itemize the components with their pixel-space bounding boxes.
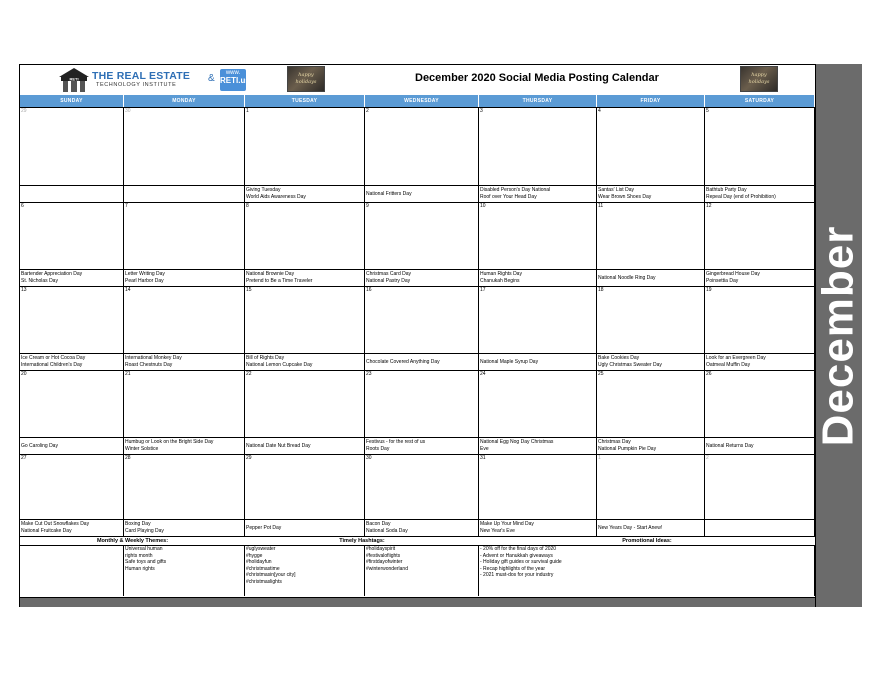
day-number: 20 (21, 371, 27, 377)
day-cell (124, 108, 245, 203)
day-events (598, 275, 656, 282)
happy-holidays-image-right: happy holidays (740, 66, 778, 92)
event-item: National Pumpkin Pie Day (598, 446, 657, 452)
month-label-container (815, 64, 862, 607)
day-cell (479, 108, 597, 203)
day-number: 2 (706, 455, 709, 461)
event-item: Santas' List Day (598, 187, 634, 193)
day-number: 11 (598, 203, 604, 209)
day-number: 26 (706, 371, 712, 377)
events-band-divider (365, 437, 478, 438)
day-number: 14 (125, 287, 131, 293)
day-events (598, 187, 651, 201)
event-item: Card Playing Day (125, 528, 164, 534)
event-item: Wear Brown Shoes Day (598, 194, 652, 200)
day-number: 1 (246, 108, 249, 114)
day-cell (597, 371, 705, 455)
events-band-divider (597, 353, 704, 354)
day-number: 8 (246, 203, 249, 209)
event-item: Bacon Day (366, 521, 391, 527)
event-item: National Returns Day (706, 443, 754, 449)
day-events (125, 439, 213, 453)
promo-item: - Holiday gift guides or survival guide (480, 559, 562, 565)
day-number: 4 (598, 108, 601, 114)
day-number: 5 (706, 108, 709, 114)
promo-heading: Promotional Ideas: (479, 537, 815, 546)
events-band-divider (124, 437, 244, 438)
reti-badge (220, 69, 250, 91)
event-item: Giving Tuesday (246, 187, 281, 193)
event-item: Make Up Your Mind Day (480, 521, 534, 527)
event-item: National Noodle Ring Day (598, 275, 656, 281)
hashtag-item: #winterwonderland (366, 565, 408, 572)
event-item: National Brownie Day (246, 271, 295, 277)
events-band-divider (479, 519, 596, 520)
day-header-friday: FRIDAY (597, 95, 705, 107)
event-item: Pretend to Be a Time Traveler (246, 278, 313, 284)
events-band-divider (124, 519, 244, 520)
day-events (246, 355, 312, 369)
day-number: 13 (21, 287, 27, 293)
events-band-divider (124, 269, 244, 270)
hashtags-heading: Timely Hashtags: (245, 537, 479, 546)
events-band-divider (597, 269, 704, 270)
event-item: National Fritters Day (366, 191, 412, 197)
event-item: Gingerbread House Day (706, 271, 760, 277)
day-cell (479, 455, 597, 537)
event-item: Winter Solstice (125, 446, 159, 452)
events-band-divider (365, 269, 478, 270)
day-events (21, 271, 82, 285)
day-number: 23 (366, 371, 372, 377)
logo-ampersand: & (208, 73, 215, 84)
themes-heading: Monthly & Weekly Themes: (20, 537, 245, 546)
events-band-divider (20, 437, 123, 438)
event-item: Boxing Day (125, 521, 151, 527)
day-cell (479, 203, 597, 287)
day-cell (124, 371, 245, 455)
logo-sub-text: TECHNOLOGY INSTITUTE (96, 82, 177, 88)
day-header-tuesday: TUESDAY (245, 95, 365, 107)
day-number: 30 (366, 455, 372, 461)
events-band-divider (705, 185, 814, 186)
event-item: Make Cut Out Snowflakes Day (21, 521, 90, 527)
promo-item: - Recap highlights of the year (480, 565, 546, 572)
event-item: International Monkey Day (125, 355, 182, 361)
event-item: Oatmeal Muffin Day (706, 362, 751, 368)
day-events (125, 355, 182, 369)
day-cell (124, 287, 245, 371)
promo-item: - Advent or Hanukkah giveaways (480, 552, 553, 559)
day-events (366, 521, 408, 535)
day-number: 7 (125, 203, 128, 209)
events-band-divider (20, 519, 123, 520)
day-events (706, 271, 760, 285)
event-item: Poinsettia Day (706, 278, 739, 284)
day-events (366, 271, 411, 285)
day-number: 19 (706, 287, 712, 293)
day-header-saturday: SATURDAY (705, 95, 815, 107)
day-cell (245, 371, 365, 455)
events-band-divider (365, 353, 478, 354)
page-title: December 2020 Social Media Posting Calendar (415, 72, 659, 84)
event-item: Roof over Your Head Day (480, 194, 537, 200)
day-cell (20, 371, 124, 455)
events-band-divider (245, 519, 364, 520)
event-item: Repeal Day (end of Prohibition) (706, 194, 776, 200)
event-item: St. Nicholas Day (21, 278, 58, 284)
event-item: Bartender Appreciation Day (21, 271, 83, 277)
event-item: Chocolate Covered Anything Day (366, 359, 440, 365)
day-cell (124, 203, 245, 287)
day-events (246, 443, 310, 450)
events-band-divider (245, 353, 364, 354)
event-item: Pepper Pot Day (246, 525, 282, 531)
event-item: Go Caroling Day (21, 443, 58, 449)
day-events (366, 359, 440, 366)
day-events (480, 187, 550, 201)
day-number: 3 (480, 108, 483, 114)
event-item: National Lemon Cupcake Day (246, 362, 313, 368)
event-item: Bathtub Party Day (706, 187, 747, 193)
hashtag-item: #christmasin[your city] (246, 572, 296, 578)
day-number: 12 (706, 203, 712, 209)
hashtag-item: #firstdayofwinter (366, 559, 403, 565)
event-item: Humbug or Look on the Bright Side Day (125, 439, 214, 445)
day-number: 31 (480, 455, 486, 461)
day-number: 29 (21, 108, 27, 114)
day-number: 1 (598, 455, 601, 461)
event-item: Christmas Card Day (366, 271, 412, 277)
event-item: National Pastry Day (366, 278, 411, 284)
hashtag-item: #holidayfun (246, 559, 272, 565)
day-cell (705, 371, 815, 455)
events-band-divider (705, 437, 814, 438)
event-item: Bill of Rights Day (246, 355, 285, 361)
events-band-divider (245, 185, 364, 186)
day-events (125, 521, 164, 535)
event-item: Ugly Christmas Sweater Day (598, 362, 662, 368)
day-events (21, 521, 89, 535)
day-events (246, 271, 312, 285)
events-band-divider (479, 353, 596, 354)
day-events (706, 355, 766, 369)
event-item: Pearl Harbor Day (125, 278, 164, 284)
event-item: Roots Day (366, 446, 390, 452)
events-band-divider (705, 519, 814, 520)
day-events (480, 359, 538, 366)
day-cell (20, 108, 124, 203)
themes-list (124, 546, 245, 596)
day-number: 21 (125, 371, 131, 377)
event-item: National Date Nut Bread Day (246, 443, 311, 449)
day-cell (124, 455, 245, 537)
day-cell (479, 371, 597, 455)
day-cell (20, 455, 124, 537)
day-cell (365, 203, 479, 287)
events-band-divider (20, 353, 123, 354)
day-header-monday: MONDAY (124, 95, 245, 107)
day-number: 30 (125, 108, 131, 114)
promo-item: - 2021 must-dos for your industry (480, 572, 554, 578)
day-cell (365, 287, 479, 371)
day-cell (705, 108, 815, 203)
event-item: Christmas Day (598, 439, 631, 445)
badge-main-text: RETI.us (220, 76, 250, 85)
event-item: National Soda Day (366, 528, 408, 534)
event-item: Festivus - for the rest of us (366, 439, 426, 445)
day-cell (597, 455, 705, 537)
svg-text:RETI: RETI (69, 76, 79, 82)
day-cell (597, 108, 705, 203)
logo-main-text: THE REAL ESTATE (92, 70, 191, 82)
month-label: December (813, 225, 863, 446)
day-number: 6 (21, 203, 24, 209)
day-events (480, 521, 534, 535)
hashtag-item: #holidayspirit (366, 546, 396, 552)
day-events (246, 187, 306, 201)
day-events (246, 525, 281, 532)
day-events (21, 443, 58, 450)
event-item: Bake Cookies Day (598, 355, 640, 361)
day-header-thursday: THURSDAY (479, 95, 597, 107)
themes-item: Universal human (125, 546, 163, 552)
event-item: International Children's Day (21, 362, 83, 368)
hashtag-item: #hygge (246, 552, 263, 559)
day-cell (479, 287, 597, 371)
hashtag-item: #festivalofiights (366, 552, 401, 559)
event-item: Disabled Person's Day National (480, 187, 551, 193)
day-number: 15 (246, 287, 252, 293)
day-cell (20, 287, 124, 371)
event-item: Look for an Evergreen Day (706, 355, 766, 361)
day-cell (365, 371, 479, 455)
events-band-divider (597, 185, 704, 186)
events-band-divider (365, 185, 478, 186)
event-item: New Year's Eve (480, 528, 515, 534)
themes-item: rights month (125, 552, 153, 559)
themes-item: Safe toys and gifts (125, 559, 167, 565)
day-events (598, 525, 662, 532)
day-cell (705, 287, 815, 371)
hashtag-item: #christmaslights (246, 578, 282, 585)
event-item: Ice Cream or Hot Cocoa Day (21, 355, 86, 361)
day-number: 27 (21, 455, 27, 461)
event-item: Human Rights Day (480, 271, 522, 277)
events-band-divider (479, 269, 596, 270)
day-events (598, 439, 656, 453)
day-number: 25 (598, 371, 604, 377)
day-cell (245, 455, 365, 537)
day-cell (245, 287, 365, 371)
day-number: 10 (480, 203, 486, 209)
events-band-divider (245, 437, 364, 438)
hashtag-item: #uglysweater (246, 546, 276, 552)
day-events (21, 355, 85, 369)
day-header-wednesday: WEDNESDAY (365, 95, 479, 107)
hashtag-item: #christmastime (246, 565, 280, 572)
events-band-divider (705, 353, 814, 354)
day-number: 16 (366, 287, 372, 293)
day-events (366, 439, 425, 453)
events-band-divider (20, 185, 123, 186)
events-band-divider (597, 437, 704, 438)
promo-item: - 20% off for the final days of 2020 (480, 546, 557, 552)
day-number: 29 (246, 455, 252, 461)
hashtags-list-1 (245, 546, 365, 596)
event-item: World Aids Awareness Day (246, 194, 306, 200)
event-item: Chanukah Begins (480, 278, 520, 284)
day-number: 18 (598, 287, 604, 293)
events-band-divider (479, 437, 596, 438)
house-logo-icon (58, 67, 90, 93)
day-events (706, 187, 776, 201)
events-band-divider (124, 185, 244, 186)
day-cell (20, 203, 124, 287)
event-item: Letter Writing Day (125, 271, 165, 277)
day-number: 24 (480, 371, 486, 377)
day-events (125, 271, 165, 285)
events-band-divider (245, 269, 364, 270)
day-cell (365, 108, 479, 203)
events-band-divider (124, 353, 244, 354)
reti-logo (58, 67, 250, 93)
events-band-divider (365, 519, 478, 520)
event-item: New Years Day - Start Anew! (598, 525, 663, 531)
day-events (480, 439, 553, 453)
events-band-divider (479, 185, 596, 186)
day-cell (705, 203, 815, 287)
day-events (706, 443, 754, 450)
hashtags-list-2 (365, 546, 479, 596)
footer-bar (20, 597, 815, 607)
day-events (480, 271, 522, 285)
promo-list (479, 546, 815, 596)
day-number: 2 (366, 108, 369, 114)
grid-line (20, 107, 815, 108)
event-item: National Egg Nog Day Christmas (480, 439, 554, 445)
events-band-divider (20, 269, 123, 270)
badge-top-text: www. (225, 70, 241, 76)
day-cell (597, 287, 705, 371)
day-cell (245, 203, 365, 287)
events-band-divider (705, 269, 814, 270)
event-item: Eve (480, 446, 489, 452)
event-item: National Fruitcake Day (21, 528, 72, 534)
day-header-sunday: SUNDAY (20, 95, 124, 107)
themes-spacer (20, 546, 124, 596)
events-band-divider (597, 519, 704, 520)
themes-item: Human rights (125, 565, 155, 572)
event-item: Roast Chestnuts Day (125, 362, 173, 368)
day-cell (597, 203, 705, 287)
day-number: 22 (246, 371, 252, 377)
day-cell (365, 455, 479, 537)
day-number: 17 (480, 287, 486, 293)
happy-holidays-image-left: happy holidays (287, 66, 325, 92)
day-events (366, 191, 412, 198)
day-number: 28 (125, 455, 131, 461)
day-number: 9 (366, 203, 369, 209)
day-cell (245, 108, 365, 203)
event-item: National Maple Syrup Day (480, 359, 539, 365)
day-cell (705, 455, 815, 537)
day-events (598, 355, 662, 369)
calendar-header (20, 65, 815, 94)
